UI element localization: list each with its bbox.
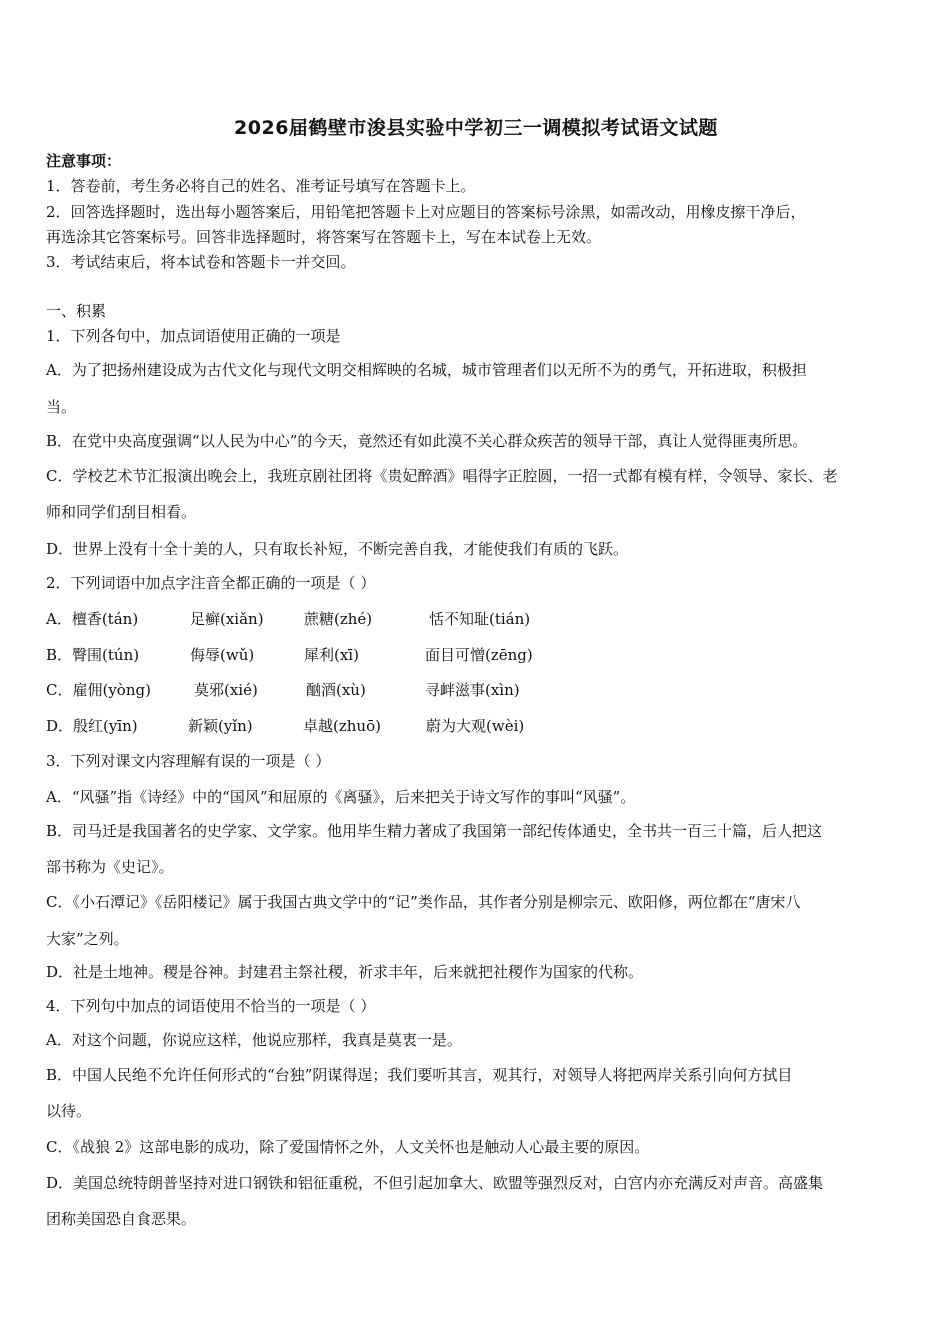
q3-option-b: B．司马迁是我国著名的史学家、文学家。他用毕生精力著成了我国第一部纪传体通史，全书共一百三十篇，后人把这 xyxy=(46,822,823,840)
notice-heading: 注意事项： xyxy=(46,152,122,170)
q1-option-c-cont: 师和同学们刮目相看。 xyxy=(46,503,197,521)
q2-word: D．殷红(yīn) xyxy=(46,717,138,735)
q3-option-b-cont: 部书称为《史记》。 xyxy=(46,858,174,876)
q4-option-b: B．中国人民绝不允许任何形式的“台独”阴谋得逞；我们要听其言，观其行，对领导人将把两岸关系引向何方拭目 xyxy=(46,1066,793,1084)
notice-item: 2．回答选择题时，选出每小题答案后，用铅笔把答题卡上对应题目的答案标号涂黑，如需改动，用橡皮擦干净后， xyxy=(46,203,806,221)
notice-item: 再选涂其它答案标号。回答非选择题时，将答案写在答题卡上，写在本试卷上无效。 xyxy=(46,228,602,246)
section-heading: 一、积累 xyxy=(46,302,107,320)
q1-option-b: B．在党中央高度强调“以人民为中心”的今天，竟然还有如此漠不关心群众疾苦的领导干部，真让人觉得匪夷所思。 xyxy=(46,432,808,450)
q2-word: C．雇佣(yòng) xyxy=(46,681,151,699)
q4-option-d-cont: 团称美国恐自食恶果。 xyxy=(46,1210,197,1228)
q2-word: 面目可憎(zēng) xyxy=(425,646,533,664)
q3-option-a: A．“风骚”指《诗经》中的“国风”和屈原的《离骚》，后来把关于诗文写作的事叫“风骚”。 xyxy=(46,788,636,806)
q3-option-c: C．《小石潭记》《岳阳楼记》属于我国古典文学中的“记”类作品，其作者分别是柳宗元、欧阳修，两位都在“唐宋八 xyxy=(46,893,801,911)
q2-word: 新颖(yǐn) xyxy=(188,717,253,735)
q1-option-d: D．世界上没有十全十美的人，只有取长补短，不断完善自我，才能使我们有质的飞跃。 xyxy=(46,540,629,558)
q2-word: A．檀香(tán) xyxy=(46,610,139,628)
q1-option-a-cont: 当。 xyxy=(46,398,77,416)
q2-word: 莫邪(xié) xyxy=(194,681,258,699)
q4-stem: 4．下列句中加点的词语使用不恰当的一项是（ ） xyxy=(46,997,376,1015)
q2-word: 恬不知耻(tián) xyxy=(429,610,531,628)
q2-stem: 2．下列词语中加点字注音全都正确的一项是（ ） xyxy=(46,574,376,592)
q4-option-b-cont: 以待。 xyxy=(46,1102,92,1120)
q1-stem: 1．下列各句中，加点词语使用正确的一项是 xyxy=(46,327,341,345)
q1-option-c: C．学校艺术节汇报演出晚会上，我班京剧社团将《贵妃醉酒》唱得字正腔圆，一招一式都有模有样，令领导、家长、老 xyxy=(46,467,838,485)
q3-option-d: D．社是土地神。稷是谷神。封建君主祭社稷，祈求丰年，后来就把社稷作为国家的代称。 xyxy=(46,963,644,981)
q2-word: 蔗糖(zhé) xyxy=(304,610,373,628)
q3-option-c-cont: 大家”之列。 xyxy=(46,930,129,948)
q2-word: 足癣(xiǎn) xyxy=(190,610,264,628)
q3-stem: 3．下列对课文内容理解有误的一项是（ ） xyxy=(46,752,331,770)
q4-option-d: D．美国总统特朗普坚持对进口钢铁和铝征重税，不但引起加拿大、欧盟等强烈反对，白宫内亦充满反对声音。高盛集 xyxy=(46,1174,824,1192)
q2-word: 侮辱(wǔ) xyxy=(190,646,255,664)
notice-item: 1．答卷前，考生务必将自己的姓名、准考证号填写在答题卡上。 xyxy=(46,177,476,195)
q4-option-c: C．《战狼 2》这部电影的成功，除了爱国情怀之外，人文关怀也是触动人心最主要的原因。 xyxy=(46,1138,650,1156)
q2-word: 寻衅滋事(xìn) xyxy=(425,681,520,699)
q2-word: B．臀围(tún) xyxy=(46,646,140,664)
q1-option-a: A．为了把扬州建设成为古代文化与现代文明交相辉映的名城，城市管理者们以无所不为的勇气，开拓进取，积极担 xyxy=(46,361,807,379)
notice-item: 3．考试结束后，将本试卷和答题卡一并交回。 xyxy=(46,253,356,271)
q2-word: 犀利(xī) xyxy=(304,646,359,664)
q4-option-a: A．对这个问题，你说应这样，他说应那样，我真是莫衷一是。 xyxy=(46,1031,462,1049)
q2-word: 酗酒(xù) xyxy=(306,681,366,699)
page-title: 2026届鹤壁市浚县实验中学初三一调模拟考试语文试题 xyxy=(234,117,718,139)
q2-word: 蔚为大观(wèi) xyxy=(426,717,525,735)
q2-word: 卓越(zhuō) xyxy=(303,717,381,735)
